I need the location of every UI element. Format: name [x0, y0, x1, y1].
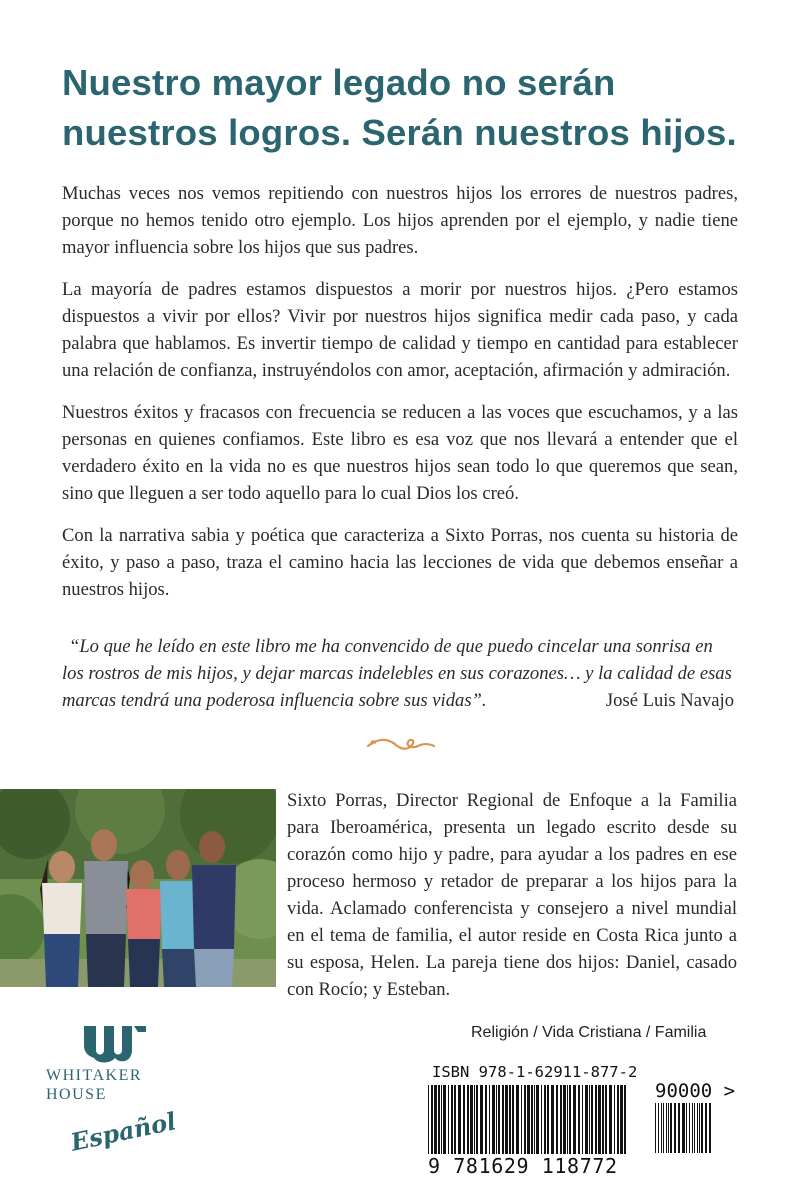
headline	[62, 58, 752, 158]
publisher-script: Español	[68, 1106, 179, 1157]
description-paragraph: La mayoría de padres estamos dispuestos a morir por nuestros hijos. ¿Pero estamos dispuestos a vivir por ellos? Vivir por nuestros hijos significa medir cada paso, y cada palabra que hablamos. Es invertir tiempo de calidad y tiempo en cantidad para establecer una relación de confianza, instruyéndolos con amor, aceptación, afirmación y admiración.	[62, 279, 738, 381]
endorsement-quote	[62, 633, 738, 714]
quote-text: “Lo que he leído en este libro me ha convencido de que puedo cincelar una sonrisa en los rostros de mis hijos, y dejar marcas indelebles en sus corazones… y la calidad de esas marcas tendrá una poderosa influencia sobre sus vidas”.	[62, 636, 732, 711]
category-label: Religión / Vida Cristiana / Familia	[471, 1024, 707, 1041]
price-arrow: >	[723, 1080, 736, 1102]
description	[62, 180, 738, 618]
publisher-name-line-2: HOUSE	[46, 1086, 107, 1103]
family-photo	[0, 789, 276, 987]
publisher-name-line-1: WHITAKER	[46, 1067, 143, 1084]
price-code-digits: 90000	[655, 1080, 713, 1102]
publisher-logo	[40, 1022, 190, 1172]
price-code	[655, 1080, 735, 1102]
flourish-ornament-icon	[366, 735, 436, 755]
headline-line-1: Nuestro mayor legado no serán	[62, 62, 616, 103]
barcode-digits: 9 781629 118772	[428, 1154, 628, 1178]
author-bio: Sixto Porras, Director Regional de Enfoque a la Familia para Iberoamérica, presenta un legado escrito desde su corazón como hijo y padre, para ayudar a los padres en ese proceso hermoso y retador de preparar a los hijos para la vida. Aclamado conferencista y consejero a nivel mundial en el tema de familia, el autor reside en Costa Rica junto a su esposa, Helen. La pareja tiene dos hijos: Daniel, casado con Rocío; y Esteban.	[287, 790, 737, 1000]
price-barcode	[655, 1103, 713, 1153]
description-paragraph: Muchas veces nos vemos repitiendo con nuestros hijos los errores de nuestros padres, porque no hemos tenido otro ejemplo. Los hijos aprenden por el ejemplo, y nadie tiene mayor influencia sobre los hijos que sus padres.	[62, 183, 738, 258]
description-paragraph: Nuestros éxitos y fracasos con frecuencia se reducen a las voces que escuchamos, y a las personas en quienes confiamos. Este libro es esa voz que nos llevará a entender que el verdadero éxito en la vida no es que nuestros hijos sean todo lo que queremos que sean, sino que lleguen a ser todo aquello para lo cual Dios los creó.	[62, 402, 738, 504]
description-paragraph: Con la narrativa sabia y poética que caracteriza a Sixto Porras, nos cuenta su historia de éxito, y paso a paso, traza el camino hacia las lecciones de vida que debemos enseñar a nuestros hijos.	[62, 525, 738, 600]
quote-author: José Luis Navajo	[605, 690, 734, 711]
headline-line-2: nuestros logros. Serán nuestros hijos.	[62, 112, 737, 153]
whitaker-w-icon	[80, 1022, 150, 1066]
isbn-label: ISBN 978-1-62911-877-2	[432, 1063, 638, 1081]
